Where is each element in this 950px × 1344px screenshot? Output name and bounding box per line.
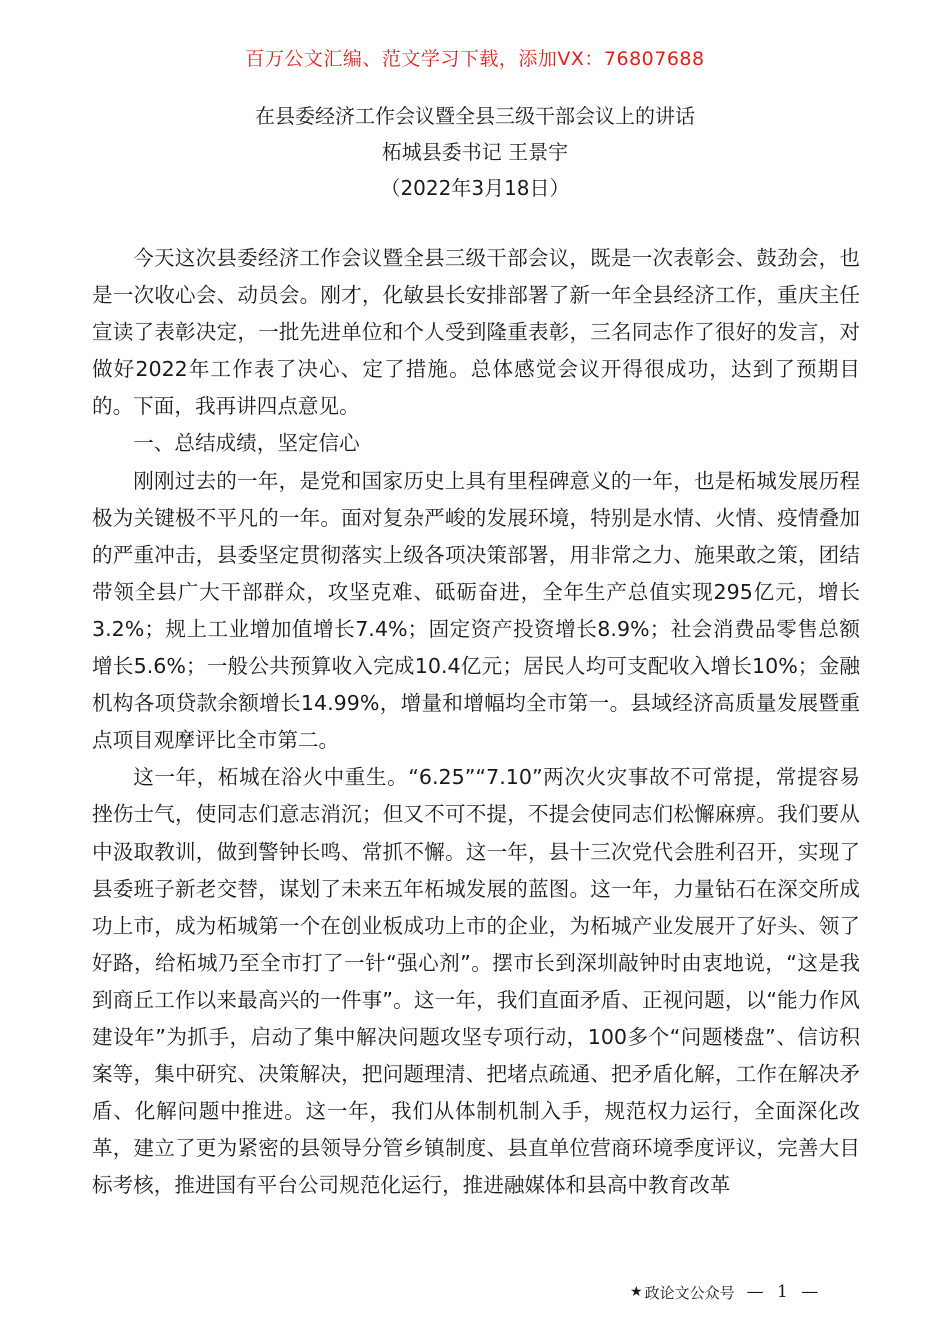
footer-source: 政论文公众号 bbox=[644, 1283, 735, 1302]
speech-date: （2022年3月18日） bbox=[380, 176, 570, 200]
star-icon: ★ bbox=[630, 1284, 643, 1300]
paragraph-intro: 今天这次县委经济工作会议暨全县三级干部会议，既是一次表彰会、鼓劲会，也是一次收心会、动员会。刚才，化敏县长安排部署了新一年全县经济工作，重庆主任宣读了表彰决定，一批先进单位和个人受到隆重表彰，三名同志作了很好的发言，对做好2022年工作表了决心、定了措施。总体感觉会议开得很成功，达到了预期目的。下面，我再讲四点意见。 bbox=[92, 246, 860, 419]
page-number: — 1 — bbox=[746, 1282, 823, 1302]
section-heading: 一、总结成绩，坚定信心 bbox=[133, 431, 360, 456]
paragraph-year-review: 这一年，柘城在浴火中重生。“6.25”“7.10”两次火灾事故不可常提，常提容易挫伤士气，使同志们意志消沉；但又不可不提，不提会使同志们松懈麻痹。我们要从中汲取教训，做到警钟长鸣、常抓不懈。这一年，县十三次党代会胜利召开，实现了县委班子新老交替，谋划了未来五年柘城发展的蓝图。这一年，力量钻石在深交所成功上市，成为柘城第一个在创业板成功上市的企业，为柘城产业发展开了好头、领了好路，给柘城乃至全市打了一针“强心剂”。摆市长到深圳敲钟时由衷地说，“这是我到商丘工作以来最高兴的一件事”。这一年，我们直面矛盾、正视问题，以“能力作风建设年”为抓手，启动了集中解决问题攻坚专项行动，100多个“问题楼盘”、信访积案等，集中研究、决策解决，把问题理清、把堵点疏通、把矛盾化解，工作在解决矛盾、化解问题中推进。这一年，我们从体制机制入手，规范权力运行，全面深化改革，建立了更为紧密的县领导分管乡镇制度、县直单位营商环境季度评议，完善大目标考核，推进国有平台公司规范化运行，推进融媒体和县高中教育改革 bbox=[92, 765, 860, 1198]
speech-title: 在县委经济工作会议暨全县三级干部会议上的讲话 bbox=[255, 104, 695, 128]
header-banner: 百万公文汇编、范文学习下载，添加VX：76807688 bbox=[245, 48, 705, 70]
body-text bbox=[92, 240, 860, 1204]
paragraph-achievements: 刚刚过去的一年，是党和国家历史上具有里程碑意义的一年，也是柘城发展历程极为关键极不平凡的一年。面对复杂严峻的发展环境，特别是水情、火情、疫情叠加的严重冲击，县委坚定贯彻落实上级各项决策部署，用非常之力、施果敢之策，团结带领全县广大干部群众，攻坚克难、砥砺奋进，全年生产总值实现295亿元，增长3.2%；规上工业增加值增长7.4%；固定资产投资增长8.9%；社会消费品零售总额增长5.6%；一般公共预算收入完成10.4亿元；居民人均可支配收入增长10%；金融机构各项贷款余额增长14.99%，增量和增幅均全市第一。县域经济高质量发展暨重点项目观摩评比全市第二。 bbox=[92, 468, 860, 753]
title-block bbox=[0, 98, 950, 206]
speech-author: 柘城县委书记 王景宇 bbox=[381, 140, 569, 164]
page-footer bbox=[630, 1280, 850, 1304]
